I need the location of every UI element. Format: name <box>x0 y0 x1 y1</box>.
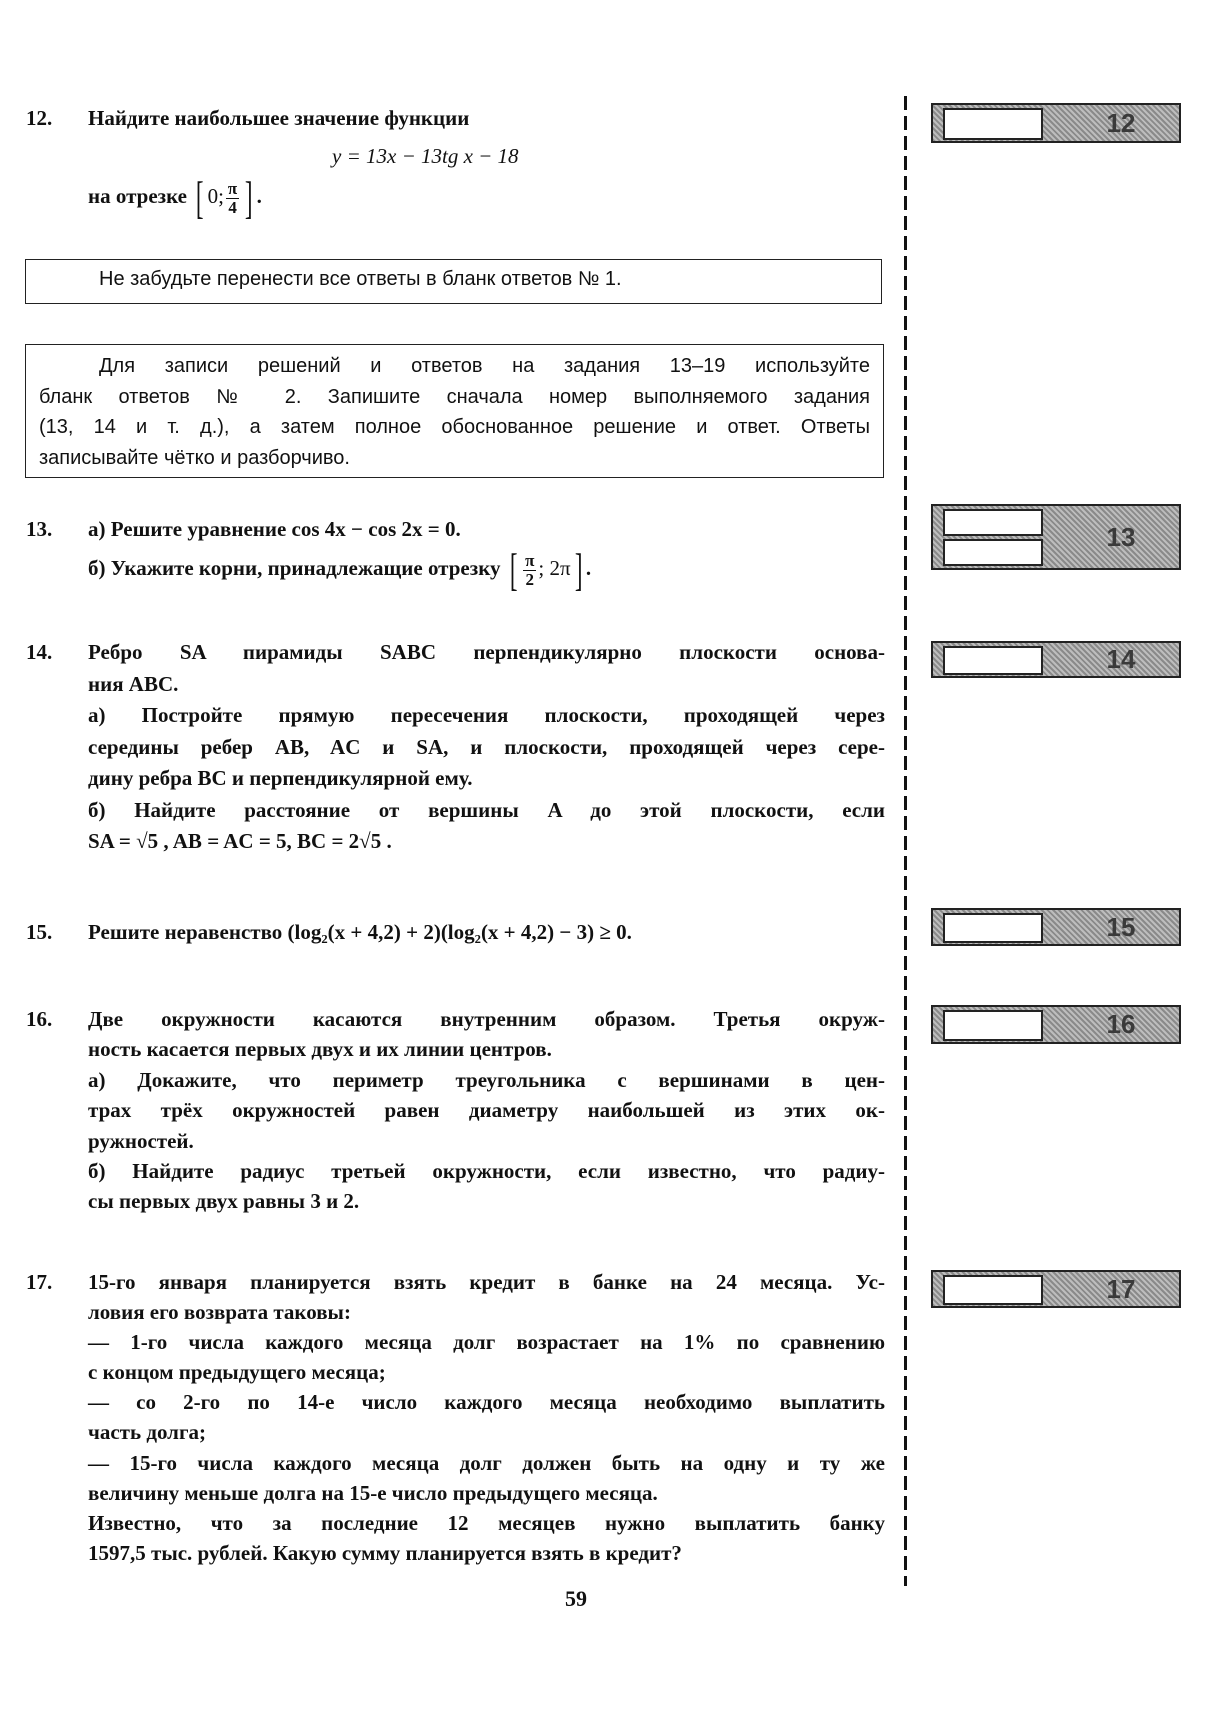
interval-prefix: на отрезке <box>88 183 187 208</box>
task-text: Найдите наибольшее значение функции <box>88 106 470 130</box>
task-line: а) Постройте прямую пересечения плоскости, проходящей через <box>88 703 885 727</box>
task-line: Две окружности касаются внутренним образом. Третья окруж- <box>88 1007 885 1031</box>
answer-box-17[interactable] <box>931 1270 1181 1308</box>
denominator: 2 <box>525 569 534 589</box>
period: . <box>256 183 262 208</box>
answer-box-label: 15 <box>1106 912 1136 942</box>
answer-box-13[interactable] <box>931 504 1181 570</box>
task-line: ность касается первых двух и их линии центров. <box>88 1037 552 1062</box>
task-line: б) Найдите радиус третьей окружности, если известно, что радиу- <box>88 1158 885 1183</box>
task-number: 13. <box>26 517 53 541</box>
answer-box-label: 13 <box>1106 522 1136 552</box>
answer-field[interactable] <box>943 509 1043 536</box>
task-line: Ребро SA пирамиды SABC перпендикулярно плоскости основа- <box>88 640 885 664</box>
answer-box-label: 17 <box>1106 1274 1136 1304</box>
notice-text: Не забудьте перенести все ответы в бланк ответов № 1. <box>99 268 622 290</box>
interval <box>88 172 262 223</box>
task-12 <box>0 103 890 223</box>
task-line: сы первых двух равны 3 и 2. <box>88 1189 360 1214</box>
answer-field[interactable] <box>943 1275 1043 1305</box>
task-text: б) Укажите корни, принадлежащие отрезку <box>88 555 501 580</box>
task-line: часть долга; <box>88 1420 206 1445</box>
task-line: середины ребер AB, AC и SA, и плоскости, проходящей через сере- <box>88 734 885 759</box>
task-line: ружностей. <box>88 1128 194 1153</box>
task-text-b <box>88 544 592 595</box>
task-number: 14. <box>26 640 53 664</box>
answer-box-16[interactable] <box>931 1005 1181 1044</box>
task-line: дину ребра BC и перпендикулярной ему. <box>88 766 473 790</box>
answer-box-15[interactable] <box>931 908 1181 946</box>
task-line: Решите неравенство (log₂(x + 4,2) + 2)(log₂(x + 4,2) − 3) ≥ 0. <box>88 920 632 944</box>
task-line: Известно, что за последние 12 месяцев нужно выплатить банку <box>88 1510 885 1535</box>
function-formula: y = 13x − 13tg x − 18 <box>332 144 519 168</box>
numerator: π <box>227 178 238 198</box>
answer-field[interactable] <box>943 913 1043 943</box>
task-line: 1597,5 тыс. рублей. Какую сумму планируется взять в кредит? <box>88 1540 682 1565</box>
answer-box-14[interactable] <box>931 641 1181 678</box>
bracket-left: [ <box>509 544 518 595</box>
denominator: 4 <box>228 197 237 217</box>
task-number: 15. <box>26 920 53 944</box>
answer-field[interactable] <box>943 646 1043 675</box>
cut-line <box>904 96 907 1586</box>
notice-line: записывайте чётко и разборчиво. <box>39 446 350 469</box>
task-number: 16. <box>26 1007 53 1031</box>
task-line: величину меньше долга на 15-е число предыдущего месяца. <box>88 1480 658 1505</box>
task-number: 17. <box>26 1270 53 1294</box>
bracket-right: ] <box>245 172 253 223</box>
page-number: 59 <box>565 1586 587 1611</box>
task-13 <box>0 514 890 604</box>
answer-field[interactable] <box>943 1010 1043 1041</box>
task-line: 15-го января планируется взять кредит в банке на 24 месяца. Ус- <box>88 1270 885 1294</box>
task-number: 12. <box>26 106 53 130</box>
task-line: — со 2-го по 14-е число каждого месяца необходимо выплатить <box>88 1390 885 1415</box>
interval-right: ; 2π <box>538 555 571 580</box>
notice-line: Для записи решений и ответов на задания 13–19 используйте <box>99 355 870 377</box>
task-line: трах трёх окружностей равен диаметру наибольшей из этих ок- <box>88 1098 885 1123</box>
fraction <box>523 552 536 589</box>
task-line: б) Найдите расстояние от вершины A до этой плоскости, если <box>88 797 885 822</box>
fraction <box>226 180 239 217</box>
task-line: с концом предыдущего месяца; <box>88 1360 386 1385</box>
bracket-right: ] <box>574 544 583 595</box>
period: . <box>585 555 592 580</box>
task-line: ловия его возврата таковы: <box>88 1300 351 1325</box>
answer-box-label: 16 <box>1106 1009 1136 1039</box>
bracket-left: [ <box>196 172 204 223</box>
task-line: — 1-го числа каждого месяца долг возрастает на 1% по сравнению <box>88 1330 885 1355</box>
notice-line: (13, 14 и т. д.), а затем полное обоснованное решение и ответ. Ответы <box>39 416 870 438</box>
answer-box-label: 14 <box>1106 644 1136 674</box>
interval-left: 0; <box>207 183 224 208</box>
notice-answer-form-2 <box>25 344 884 478</box>
numerator: π <box>525 550 535 570</box>
answer-box-label: 12 <box>1106 108 1136 138</box>
task-line: ния ABC. <box>88 671 179 696</box>
task-text: а) Решите уравнение cos 4x − cos 2x = 0. <box>88 517 461 541</box>
notice-answer-form-1 <box>25 259 882 304</box>
task-line: — 15-го числа каждого месяца долг должен быть на одну и ту же <box>88 1450 885 1475</box>
answer-field[interactable] <box>943 108 1043 140</box>
task-line: а) Докажите, что периметр треугольника с вершинами в цен- <box>88 1067 885 1092</box>
answer-box-12[interactable] <box>931 103 1181 143</box>
answer-field[interactable] <box>943 539 1043 566</box>
task-line: SA = √5 , AB = AC = 5, BC = 2√5 . <box>88 829 392 853</box>
notice-line: бланк ответов № 2. Запишите сначала номер выполняемого задания <box>39 385 870 408</box>
